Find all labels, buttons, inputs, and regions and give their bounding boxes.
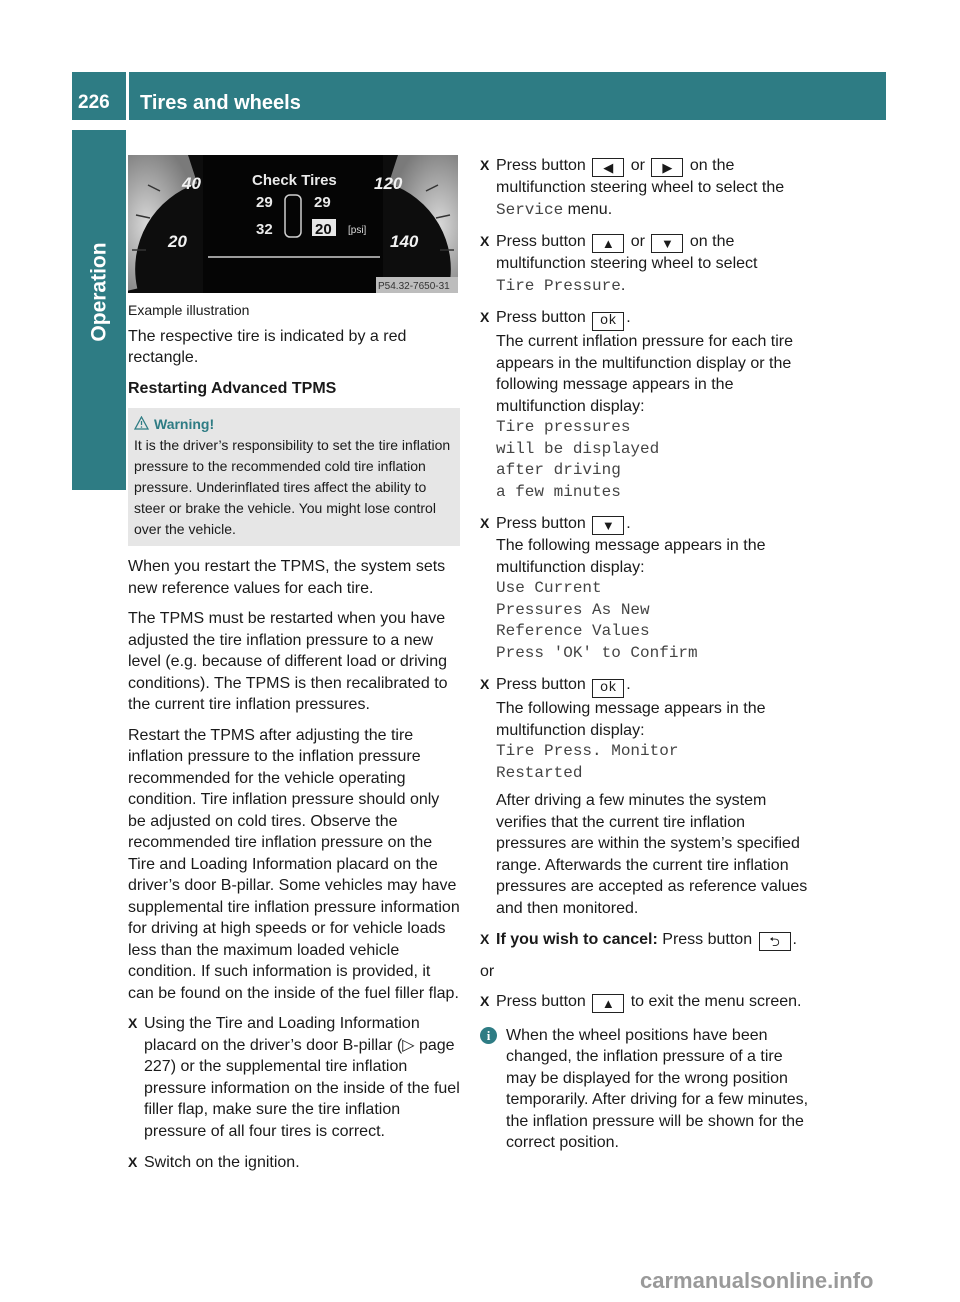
paragraph-reference-values: When you restart the TPMS, the system sets new reference values for each tire.: [128, 558, 446, 597]
step-check-pressure: [128, 1013, 460, 1142]
message-line: Reference Values: [496, 622, 650, 640]
display-message-3: [496, 741, 814, 784]
warning-triangle-icon: [134, 415, 149, 436]
step-text: or: [630, 157, 645, 174]
message-line: Restarted: [496, 763, 583, 782]
info-icon: i: [480, 1027, 497, 1044]
step-text: The current inflation pressure for each tire appears in the multifunction display or the following message appears in the multifunction display:: [496, 333, 794, 415]
message-line: Tire pressures: [496, 418, 631, 436]
step-arrow-icon: X: [480, 676, 490, 692]
step-text: ) or the supplemental tire inflation pressure information on the inside of the fuel filler flap, make sure the tire inflation pressure of all four tires is correct.: [144, 1058, 460, 1140]
up-key-icon: ▲: [592, 234, 624, 253]
watermark: carmanualsonline.info: [640, 1268, 874, 1293]
page-title: Tires and wheels: [140, 92, 301, 114]
step-press-down: X Press button ▼ . The following message appears in the multifunction display: Use Current Pressures As New Reference Values Press 'OK' to Confirm: [480, 513, 814, 664]
step-arrow-icon: X: [480, 157, 490, 173]
display-message-2: [496, 578, 814, 664]
back-key-icon: ⮌: [759, 932, 791, 951]
step-text: After driving a few minutes the system verifies that the current tire inflation pressures are within the system’s specified range. Afterwards the current tire inflation pressures are accepted as reference values and then monitored.: [496, 792, 808, 917]
step-text: to exit the menu screen.: [630, 992, 802, 1010]
paragraph-red-rectangle: The respective tire is indicated by a red rectangle.: [128, 327, 407, 366]
section-heading: Restarting Advanced TPMS: [128, 379, 337, 397]
step-press-ok-1: X Press button ok . The current inflation pressure for each tire appears in the multifunction display or the following message appears in the multifunction display: Tire pressures will be displayed after driving a few minutes: [480, 307, 814, 503]
step-arrow-icon: X: [128, 1015, 138, 1031]
step-arrow-icon: X: [480, 309, 490, 325]
page-ref-icon: ▷: [402, 1036, 419, 1054]
header-divider: [126, 72, 129, 120]
step-text: or: [630, 233, 645, 250]
step-cancel: X If you wish to cancel: Press button ⮌ .: [480, 931, 797, 949]
side-tab-label-wrap: [72, 130, 128, 490]
message-line: after driving: [496, 461, 621, 479]
left-key-icon: ◀: [592, 158, 624, 177]
step-text: Press button: [496, 515, 586, 532]
step-arrow-icon: X: [480, 931, 490, 947]
or-text: or: [480, 963, 495, 980]
right-column: [480, 155, 814, 1154]
step-text: Press button: [662, 931, 753, 948]
pressure-rl: 32: [256, 221, 273, 238]
ok-key-icon: ok: [592, 679, 624, 698]
unit-label: [psi]: [348, 225, 367, 236]
info-note: [480, 1025, 814, 1154]
cluster-illustration: [128, 155, 458, 293]
step-text: on the multifunction steering wheel to select the: [496, 157, 785, 196]
step-arrow-icon: X: [480, 515, 490, 531]
step-text: Using the Tire and Loading Information placard on the driver’s door B-pillar (: [144, 1015, 420, 1054]
warning-box: [128, 408, 460, 546]
message-line: Press 'OK' to Confirm: [496, 643, 698, 662]
step-exit-menu: [480, 991, 814, 1013]
down-key-icon: ▼: [592, 516, 624, 535]
step-text: The following message appears in the multifunction display:: [496, 537, 766, 576]
message-line: will be displayed: [496, 439, 660, 458]
step-ignition: [128, 1152, 460, 1174]
menu-name: Service: [496, 200, 564, 219]
message-line: a few minutes: [496, 482, 621, 501]
step-select-tire-pressure: X Press button ▲ or ▼ on the multifunction steering wheel to select Tire Pressure.: [480, 233, 758, 295]
warning-text: It is the driver’s responsibility to set the tire inflation pressure to the recommended cold tire inflation pressure. Underinflated tires affect the ability to steer or brake the vehicle. You might lose control over the vehicle.: [134, 437, 451, 537]
warning-title-row: [154, 414, 454, 435]
step-text: Press button: [496, 233, 586, 250]
left-column: [128, 300, 460, 1184]
paragraph-restart-after: Restart the TPMS after adjusting the tire inflation pressure to the inflation pressure recommended for the vehicle operating condition. Tire inflation pressure should only be adjusted on cold tires. Observe the recommended tire inflation pressure on the Tire and Loading Information placard on the driver’s door B-pillar. Some vehicles may have supplemental tire inflation pressure information for driving at high speeds or for vehicle loads less than the maximum loaded vehicle condition. If such information is provided, it can be found on the inside of the fuel filler flap.: [128, 726, 460, 1002]
pressure-fr: 29: [314, 194, 331, 211]
step-text: Switch on the ignition.: [144, 1154, 300, 1171]
side-tab-label: Operation: [88, 242, 111, 342]
step-text: Press button: [496, 992, 586, 1010]
paragraph-when-restart: The TPMS must be restarted when you have adjusted the tire inflation pressure to a new level (e.g. because of different load or driving conditions). The TPMS is then recalibrated to the current tire inflation pressures.: [128, 610, 448, 713]
page-reference-link[interactable]: page 227: [144, 1036, 455, 1075]
down-key-icon: ▼: [651, 234, 683, 253]
step-arrow-icon: X: [480, 233, 490, 249]
step-arrow-icon: X: [480, 992, 490, 1009]
gauge-label-140: 140: [390, 232, 419, 251]
gauge-label-40: 40: [182, 174, 201, 193]
pressure-rr: 20: [315, 221, 332, 238]
pressure-fl: 29: [256, 194, 273, 211]
step-bold-text: If you wish to cancel:: [496, 931, 658, 948]
step-text: Press button: [496, 157, 586, 174]
page-number: 226: [78, 92, 110, 113]
up-key-icon: ▲: [592, 994, 624, 1013]
message-line: Tire Press. Monitor: [496, 742, 679, 760]
step-press-ok-2: X Press button ok . The following message appears in the multifunction display: Tire Press. Monitor Restarted After driving a few minutes the system verifies that the current tire inflation pressures are within the system’s specified range. Afterwards the current tire inflation pressures are accepted as reference values and then monitored.: [480, 674, 814, 919]
gauge-label-120: 120: [374, 174, 403, 193]
menu-item-name: Tire Pressure: [496, 276, 621, 295]
right-key-icon: ▶: [651, 158, 683, 177]
message-line: Pressures As New: [496, 600, 650, 619]
screen-title: Check Tires: [252, 172, 337, 189]
message-line: Use Current: [496, 579, 602, 597]
step-text: The following message appears in the multifunction display:: [496, 700, 766, 739]
step-text: Press button: [496, 309, 586, 326]
illustration-caption: Example illustration: [128, 302, 250, 318]
ok-key-icon: ok: [592, 312, 624, 331]
display-message-1: [496, 417, 814, 503]
step-select-service: [480, 155, 814, 221]
step-arrow-icon: X: [128, 1154, 138, 1170]
step-text: menu.: [567, 200, 613, 218]
illustration-code: P54.32-7650-31: [378, 281, 450, 292]
info-text: When the wheel positions have been changed, the inflation pressure of a tire may be displayed for the wrong position temporarily. After driving for a few minutes, the inflation pressure will be shown for the correct position.: [506, 1026, 809, 1151]
step-text: Press button: [496, 676, 586, 693]
warning-title: Warning!: [154, 416, 215, 432]
gauge-label-20: 20: [168, 232, 187, 251]
step-text: on the multifunction steering wheel to select: [496, 233, 758, 272]
